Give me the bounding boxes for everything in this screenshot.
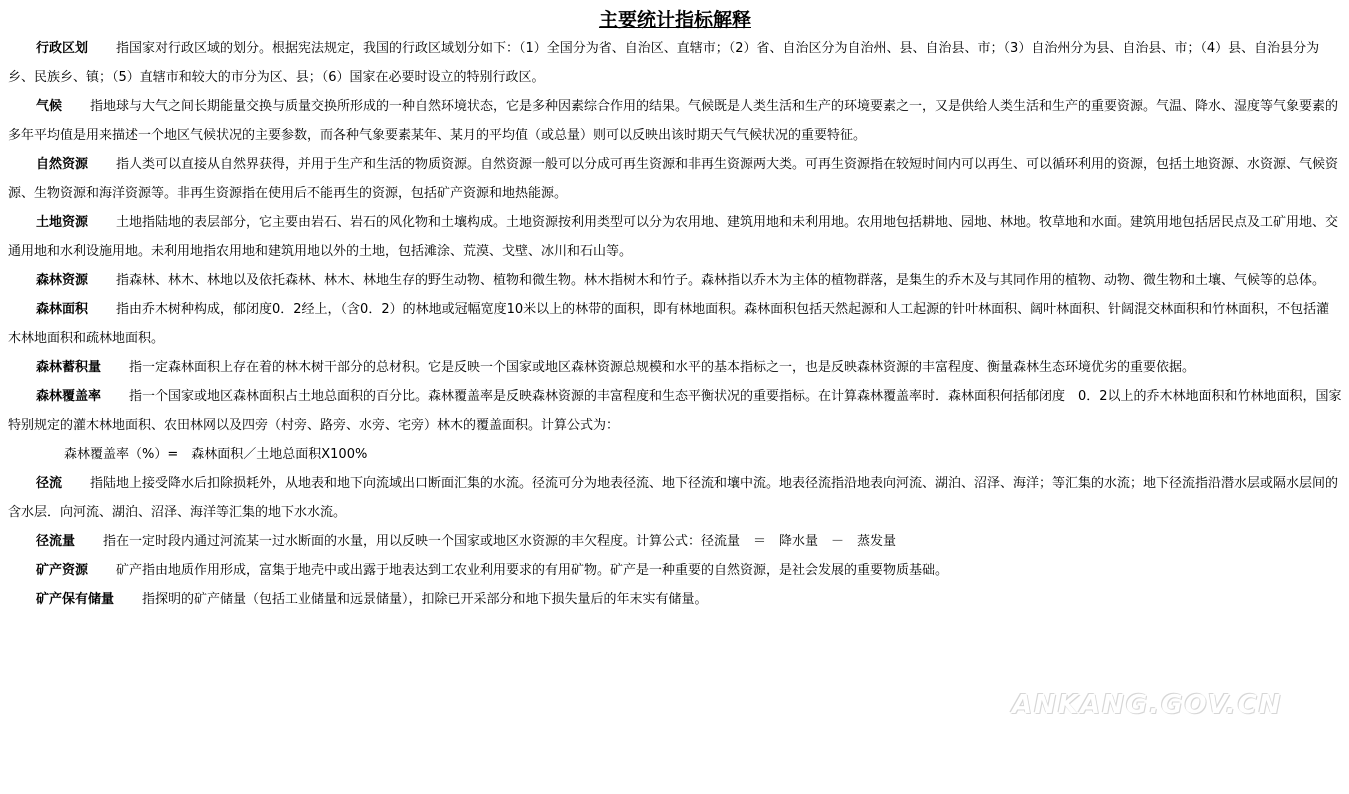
entry-text: 指人类可以直接从自然界获得，并用于生产和生活的物质资源。自然资源一般可以分成可再生资源和非再生资源两大类。可再生资源指在较短时间内可以再生、可以循环利用的资源，包括土地资源、水资源、气候资源、生物资源和海洋资源等。非再生资源指在使用后不能再生的资源，包括矿产资源和地热能源。	[8, 157, 1339, 201]
entry-forest-stock-volume	[8, 353, 1342, 382]
entry-text: 指一定森林面积上存在着的林木树干部分的总材积。它是反映一个国家或地区森林资源总规模和水平的基本指标之一，也是反映森林资源的丰富程度、衡量森林生态环境优劣的重要依据。	[129, 360, 1196, 375]
entry-term: 行政区划	[36, 41, 89, 56]
entry-administrative-division	[8, 34, 1342, 92]
entry-text: 矿产指由地质作用形成，富集于地壳中或出露于地表达到工农业利用要求的有用矿物。矿产是一种重要的自然资源，是社会发展的重要物质基础。	[116, 563, 949, 578]
entry-text: 指国家对行政区域的划分。根据宪法规定，我国的行政区域划分如下：（1）全国分为省、自治区、直辖市；（2）省、自治区分为自治州、县、自治县、市；（3）自治州分为县、自治县、市；（4）县、自治县分为乡、民族乡、镇；（5）直辖市和较大的市分为区、县；（6）国家在必要时设立的特别行政区。	[8, 41, 1320, 85]
site-watermark: ANKANG.GOV.CN	[1012, 690, 1283, 720]
entry-land-resources	[8, 208, 1342, 266]
entry-term: 森林覆盖率	[36, 389, 102, 404]
entry-text: 土地指陆地的表层部分，它主要由岩石、岩石的风化物和土壤构成。土地资源按利用类型可以分为农用地、建筑用地和未利用地。农用地包括耕地、园地、林地。牧草地和水面。建筑用地包括居民点及工矿用地、交通用地和水利设施用地。未利用地指农用地和建筑用地以外的土地，包括滩涂、荒漠、戈壁、冰川和石山等。	[8, 215, 1339, 259]
entry-text: 指森林、林木、林地以及依托森林、林木、林地生存的野生动物、植物和微生物。林木指树木和竹子。森林指以乔木为主体的植物群落，是集生的乔木及与其同作用的植物、动物、微生物和土壤、气候等的总体。	[116, 273, 1326, 288]
entry-runoff	[8, 469, 1342, 527]
entry-term: 自然资源	[36, 157, 89, 172]
entry-climate	[8, 92, 1342, 150]
entry-forest-area	[8, 295, 1342, 353]
entry-term: 土地资源	[36, 215, 89, 230]
entry-text: 指在一定时段内通过河流某一过水断面的水量，用以反映一个国家或地区水资源的丰欠程度。计算公式：径流量 ＝ 降水量 － 蒸发量	[103, 534, 897, 549]
entry-natural-resources	[8, 150, 1342, 208]
entry-text: 指探明的矿产储量（包括工业储量和远景储量），扣除已开采部分和地下损失量后的年末实有储量。	[142, 592, 708, 607]
entry-term: 森林面积	[36, 302, 89, 317]
forest-coverage-formula: 森林覆盖率（%）= 森林面积／土地总面积X100%	[64, 447, 368, 462]
entry-term: 森林资源	[36, 273, 89, 288]
entry-text: 指一个国家或地区森林面积占土地总面积的百分比。森林覆盖率是反映森林资源的丰富程度和生态平衡状况的重要指标。在计算森林覆盖率时．森林面积何括郁闭度 0．2以上的乔木林地面积和竹林地面积，国家特别规定的灌木林地面积、农田林网以及四旁（村旁、路旁、水旁、宅旁）林木的覆盖面积。计算公式为：	[8, 389, 1342, 433]
document-page	[8, 6, 1342, 614]
entry-runoff-volume	[8, 527, 1342, 556]
entry-text: 指陆地上接受降水后扣除损耗外，从地表和地下向流域出口断面汇集的水流。径流可分为地表径流、地下径流和壤中流。地表径流指沿地表向河流、湖泊、沼泽、海洋；等汇集的水流；地下径流指沿潜水层或隔水层间的含水层．向河流、湖泊、沼泽、海洋等汇集的地下水水流。	[8, 476, 1339, 520]
entry-term: 矿产资源	[36, 563, 89, 578]
entry-forest-coverage-rate	[8, 382, 1342, 440]
entry-term: 径流	[36, 476, 63, 491]
entry-term: 矿产保有储量	[36, 592, 115, 607]
entry-term: 气候	[36, 99, 63, 114]
page-title: 主要统计指标解释	[598, 9, 751, 31]
entry-text: 指地球与大气之间长期能量交换与质量交换所形成的一种自然环境状态，它是多种因素综合作用的结果。气候既是人类生活和生产的环境要素之一，又是供给人类生活和生产的重要资源。气温、降水、湿度等气象要素的多年平均值是用来描述一个地区气候状况的主要参数，而各种气象要素某年、某月的平均值（或总量）则可以反映出该时期天气气候状况的重要特征。	[8, 99, 1339, 143]
entry-mineral-resources	[8, 556, 1342, 585]
entry-mineral-reserves	[8, 585, 1342, 614]
entry-term: 径流量	[36, 534, 76, 549]
entry-term: 森林蓄积量	[36, 360, 102, 375]
entry-forest-resources	[8, 266, 1342, 295]
entry-text: 指由乔木树种构成，郁闭度0．2经上，（含0．2）的林地或冠幅宽度10米以上的林带的面积，即有林地面积。森林面积包括天然起源和人工起源的针叶林面积、阔叶林面积、针阔混交林面积和竹林面积，不包括灌木林地面积和疏林地面积。	[8, 302, 1330, 346]
